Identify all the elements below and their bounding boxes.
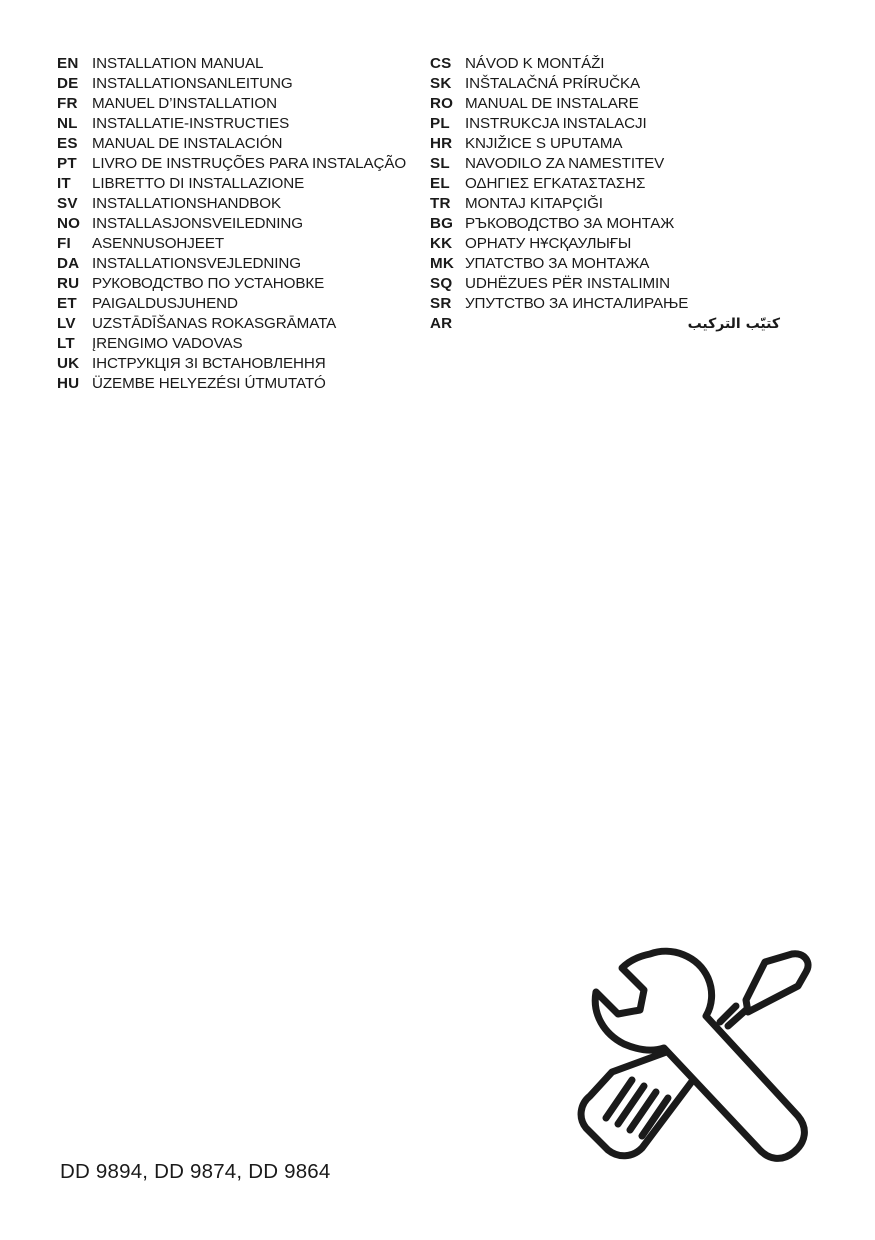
language-row-sk (430, 74, 790, 94)
language-code: NO (57, 215, 81, 232)
language-row-uk (57, 354, 422, 374)
language-row-sl (430, 154, 790, 174)
language-title: INSTALLATION MANUAL (92, 55, 264, 72)
language-row-en (57, 54, 422, 74)
language-title: ОРНАТУ НҰСҚАУЛЫҒЫ (465, 235, 632, 252)
language-title: MANUAL DE INSTALACIÓN (92, 135, 283, 152)
language-row-tr (430, 194, 790, 214)
language-row-ar (430, 314, 790, 334)
language-row-et (57, 294, 422, 314)
language-code: FR (57, 95, 78, 112)
language-code: HU (57, 375, 80, 392)
language-title: INSTALLASJONSVEILEDNING (92, 215, 303, 232)
language-code: NL (57, 115, 78, 132)
language-row-pt (57, 154, 422, 174)
language-code: ES (57, 135, 78, 152)
language-row-sv (57, 194, 422, 214)
language-row-nl (57, 114, 422, 134)
language-title: УПУТСТВО ЗА ИНСТАЛИРАЊЕ (465, 295, 689, 312)
language-title: ÜZEMBE HELYEZÉSI ÚTMUTATÓ (92, 375, 326, 392)
language-code: SV (57, 195, 78, 212)
language-row-sq (430, 274, 790, 294)
language-title: ІНСТРУКЦІЯ ЗІ ВСТАНОВЛЕННЯ (92, 355, 326, 372)
language-list-left (57, 54, 422, 394)
language-row-hr (430, 134, 790, 154)
language-code: RU (57, 275, 80, 292)
language-title: INSTALLATIONSHANDBOK (92, 195, 282, 212)
language-code: PT (57, 155, 77, 172)
language-row-it (57, 174, 422, 194)
language-code: MK (430, 255, 455, 272)
language-code: TR (430, 195, 451, 212)
language-list-right (430, 54, 790, 334)
language-title: UDHËZUES PËR INSTALIMIN (465, 275, 671, 292)
language-title: LIVRO DE INSTRUÇÕES PARA INSTALAÇÃO (92, 155, 407, 172)
language-title: LIBRETTO DI INSTALLAZIONE (92, 175, 305, 192)
language-code: SR (430, 295, 452, 312)
language-code: CS (430, 55, 452, 72)
model-numbers: DD 9894, DD 9874, DD 9864 (60, 1160, 331, 1183)
language-title: NÁVOD K MONTÁŽI (465, 55, 605, 72)
language-code: LT (57, 335, 75, 352)
language-row-fi (57, 234, 422, 254)
language-title: INŠTALAČNÁ PRÍRUČKA (465, 75, 641, 92)
language-title: УПАТСТВО ЗА МОНТАЖА (465, 255, 650, 272)
language-row-sr (430, 294, 790, 314)
language-title: РУКОВОДСТВО ПО УСТАНОВКЕ (92, 275, 325, 292)
language-code: RO (430, 95, 454, 112)
language-code: PL (430, 115, 450, 132)
language-code: DA (57, 255, 80, 272)
language-code: SQ (430, 275, 453, 292)
language-code: EL (430, 175, 450, 192)
wrench-and-screwdriver-icon (560, 940, 820, 1190)
language-code: BG (430, 215, 454, 232)
language-title: INSTALLATIONSANLEITUNG (92, 75, 293, 92)
language-row-da (57, 254, 422, 274)
language-row-pl (430, 114, 790, 134)
language-code: SL (430, 155, 450, 172)
language-code: IT (57, 175, 71, 192)
language-title: РЪКОВОДСТВО ЗА МОНТАЖ (465, 215, 675, 232)
language-title: ASENNUSOHJEET (92, 235, 225, 252)
language-row-lt (57, 334, 422, 354)
language-title: ĮRENGIMO VADOVAS (92, 335, 243, 352)
language-code: AR (430, 315, 453, 332)
language-row-bg (430, 214, 790, 234)
language-code: UK (57, 355, 80, 372)
language-code: DE (57, 75, 79, 92)
language-title: PAIGALDUSJUHEND (92, 295, 238, 312)
language-title: كتيّب التركيب (687, 316, 780, 332)
language-code: EN (57, 55, 79, 72)
language-row-cs (430, 54, 790, 74)
language-title: MANUEL D’INSTALLATION (92, 95, 277, 112)
language-row-mk (430, 254, 790, 274)
language-row-de (57, 74, 422, 94)
language-title: INSTALLATIONSVEJLEDNING (92, 255, 301, 272)
language-title: NAVODILO ZA NAMESTITEV (465, 155, 665, 172)
language-title: MONTAJ KITAPÇIĞI (465, 195, 603, 212)
language-row-fr (57, 94, 422, 114)
language-code: LV (57, 315, 76, 332)
language-row-es (57, 134, 422, 154)
language-code: FI (57, 235, 71, 252)
language-title: INSTRUKCJA INSTALACJI (465, 115, 647, 132)
language-row-el (430, 174, 790, 194)
language-code: HR (430, 135, 453, 152)
language-title: KNJIŽICE S UPUTAMA (465, 135, 623, 152)
language-row-no (57, 214, 422, 234)
language-row-hu (57, 374, 422, 394)
language-code: KK (430, 235, 453, 252)
language-row-ru (57, 274, 422, 294)
language-title: ΟΔΗΓΙΕΣ ΕΓΚΑΤΑΣΤΑΣΗΣ (465, 175, 646, 192)
language-title: INSTALLATIE-INSTRUCTIES (92, 115, 290, 132)
language-row-lv (57, 314, 422, 334)
language-title: MANUAL DE INSTALARE (465, 95, 639, 112)
language-row-kk (430, 234, 790, 254)
language-code: SK (430, 75, 452, 92)
language-code: ET (57, 295, 77, 312)
language-row-ro (430, 94, 790, 114)
language-title: UZSTĀDĪŠANAS ROKASGRĀMATA (92, 315, 337, 332)
